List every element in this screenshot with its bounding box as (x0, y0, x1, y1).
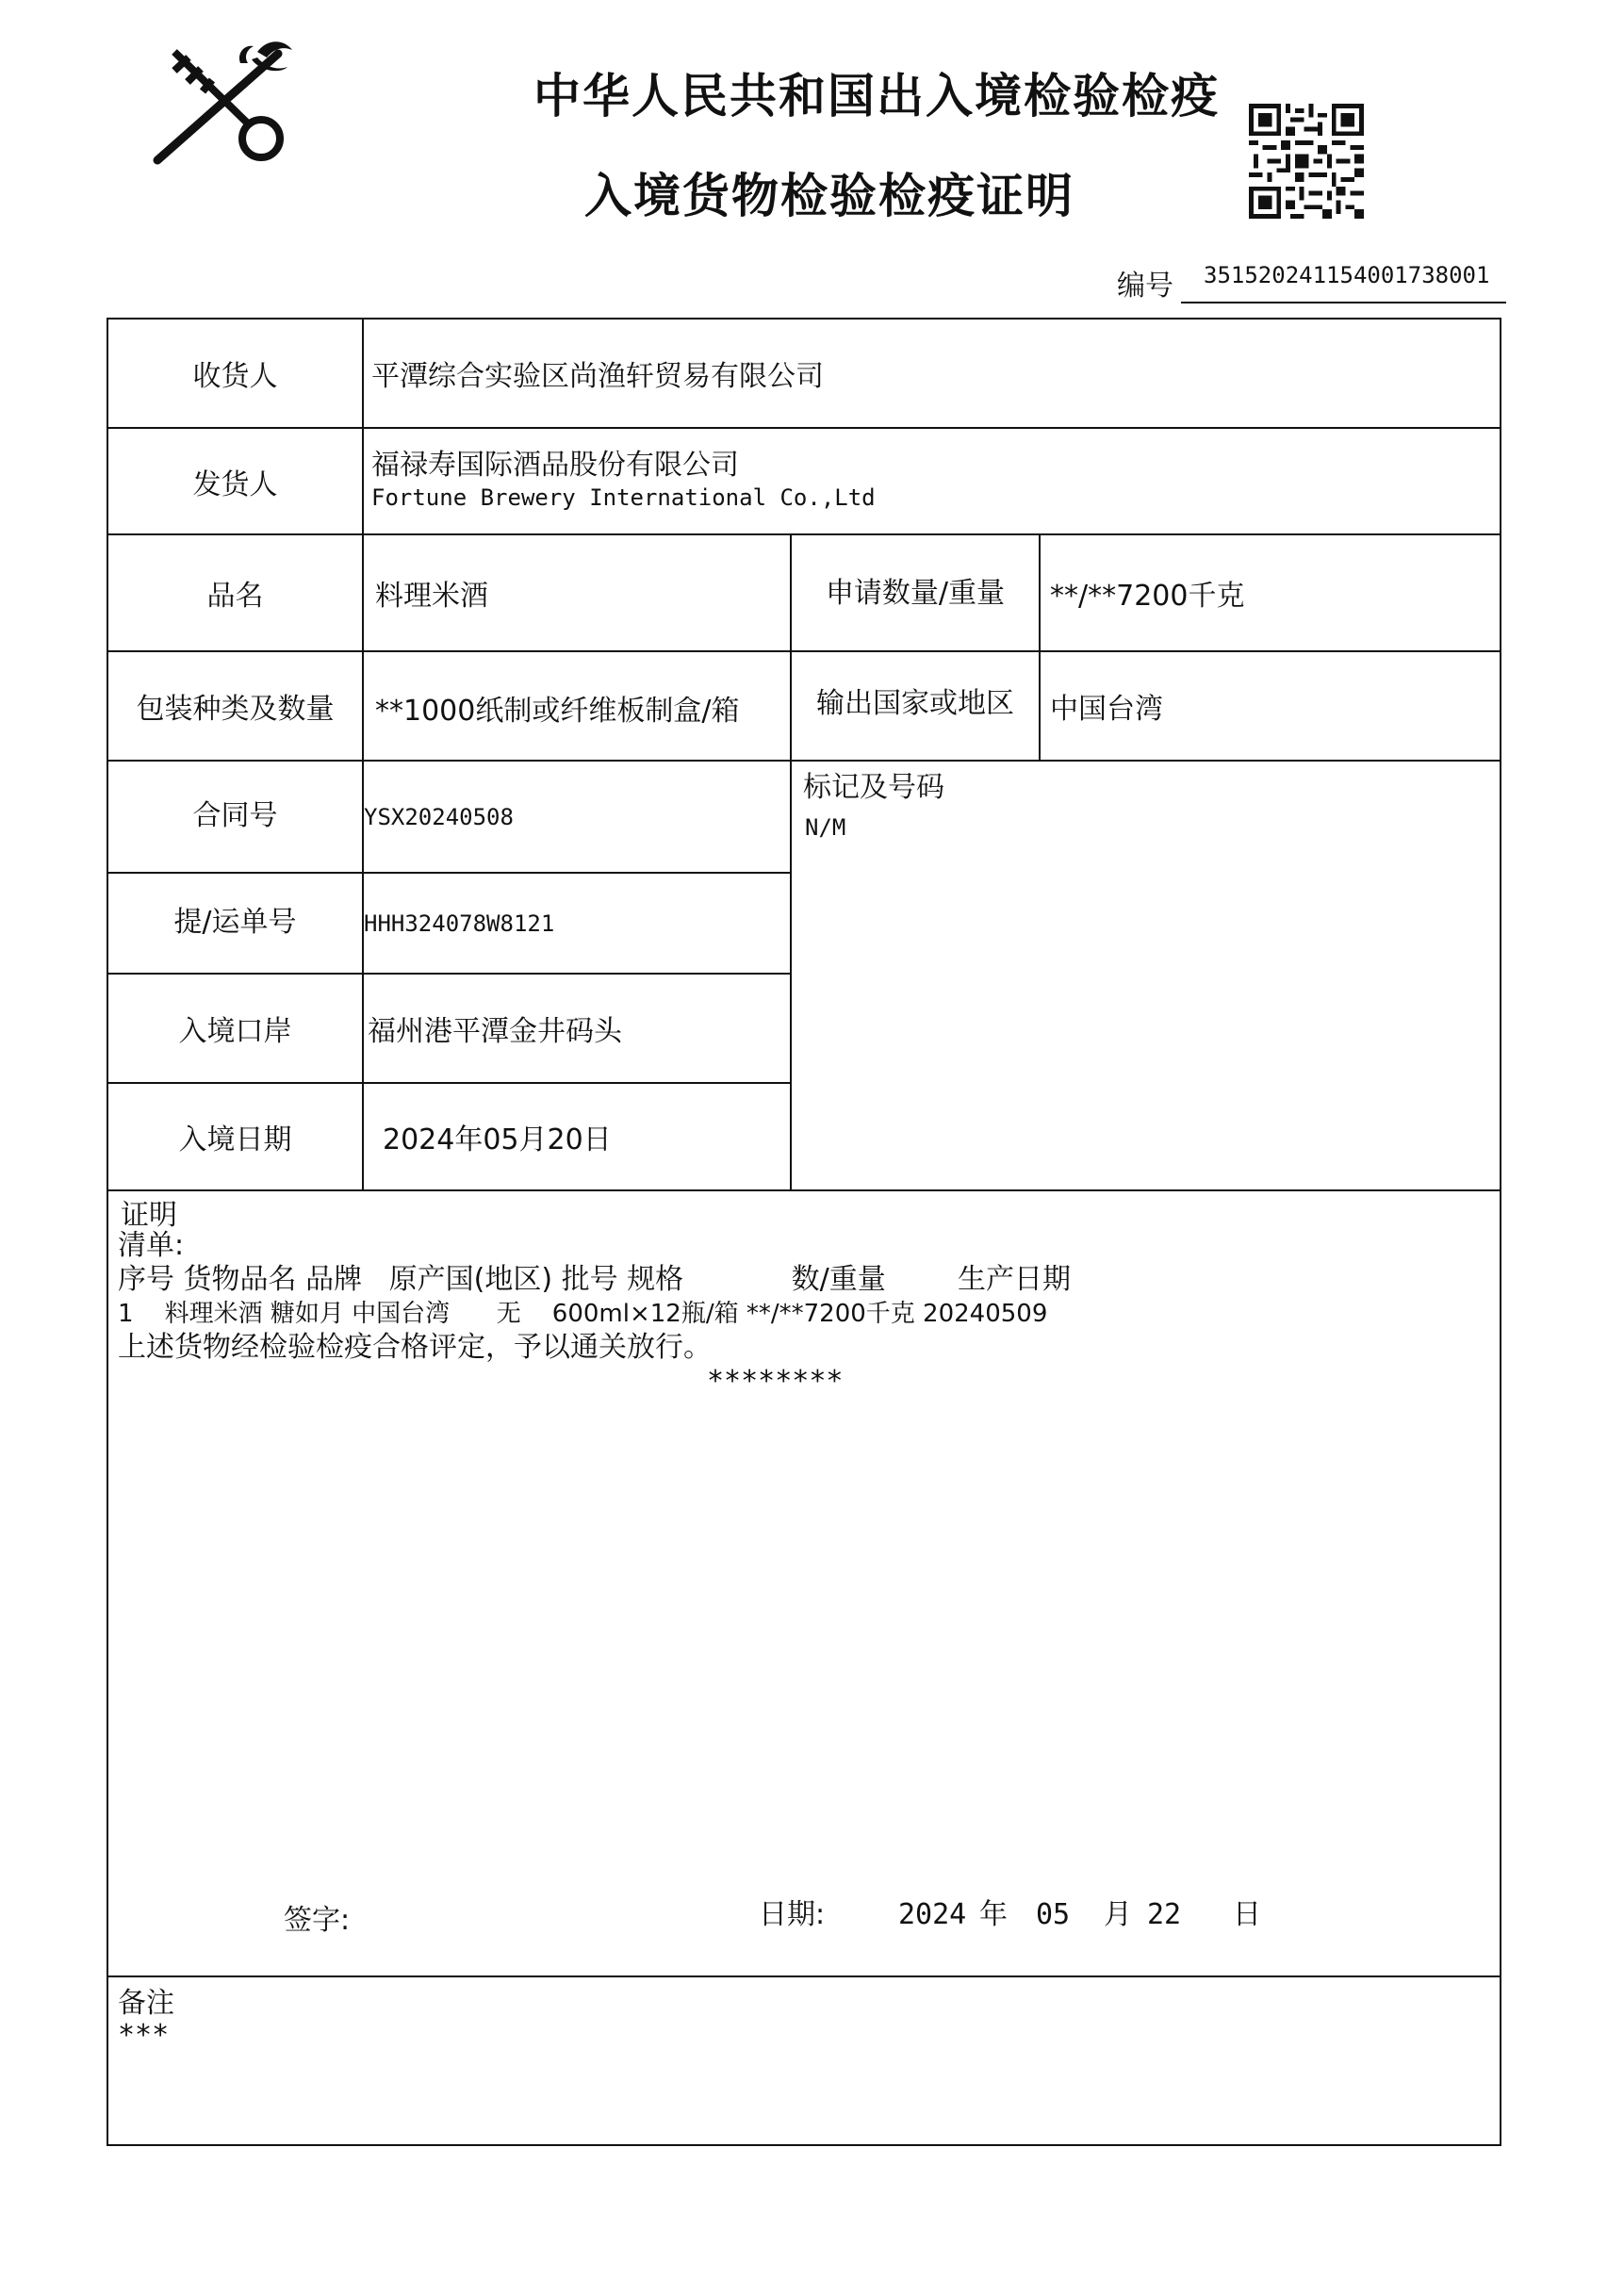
marks-value: N/M (805, 814, 846, 841)
issue-date-label: 日期: (759, 1898, 826, 1931)
issue-date-year: 2024 (898, 1898, 967, 1931)
qr-code-icon (1249, 104, 1364, 219)
origin-country-label: 输出国家或地区 (816, 687, 1014, 720)
package-value: **1000纸制或纤维板制盒/箱 (375, 695, 740, 728)
goods-list-label: 清单: (118, 1229, 185, 1262)
entry-date-label: 入境日期 (178, 1123, 292, 1156)
consignor-value-en: Fortune Brewery International Co.,Ltd (371, 484, 876, 511)
consignee-value: 平潭综合实验区尚渔轩贸易有限公司 (371, 360, 824, 393)
column-divider (1039, 533, 1041, 761)
product-name-value: 料理米酒 (375, 580, 488, 613)
entry-port-value: 福州港平潭金井码头 (368, 1015, 622, 1048)
entry-date-value: 2024年05月20日 (383, 1123, 612, 1156)
table-border-bottom (107, 2144, 1501, 2146)
table-border-right (1500, 318, 1501, 2146)
issue-date-day-unit: 日 (1233, 1898, 1261, 1931)
contract-number-label: 合同号 (192, 798, 278, 832)
bill-of-lading-value: HHH324078W8121 (364, 910, 555, 937)
issue-date-year-unit: 年 (979, 1898, 1008, 1931)
consignee-label: 收货人 (192, 360, 278, 393)
inspection-form-table (107, 318, 1501, 2146)
issue-date-day: 22 (1147, 1898, 1182, 1931)
issue-date-month-unit: 月 (1104, 1898, 1132, 1931)
row-divider (107, 1189, 1501, 1191)
origin-country-value: 中国台湾 (1050, 693, 1163, 726)
row-divider (107, 1975, 1501, 1977)
signature-label: 签字: (284, 1904, 351, 1937)
quantity-value: **/**7200千克 (1050, 580, 1245, 613)
document-title-line2: 入境货物检验检疫证明 (584, 169, 1074, 223)
package-label: 包装种类及数量 (136, 693, 335, 726)
certificate-number-label: 编号 (1117, 270, 1173, 303)
marks-label: 标记及号码 (803, 771, 944, 804)
remarks-value: *** (118, 2019, 170, 2052)
certificate-number-value: 351520241154001738001 (1181, 260, 1506, 303)
consignor-label: 发货人 (192, 467, 278, 501)
bill-of-lading-label: 提/运单号 (173, 905, 297, 939)
certificate-heading: 证明 (121, 1199, 177, 1232)
certificate-end-mark: ******** (707, 1365, 844, 1398)
certificate-statement: 上述货物经检验检疫合格评定，予以通关放行。 (118, 1331, 712, 1364)
contract-number-value: YSX20240508 (364, 803, 514, 830)
entry-port-label: 入境口岸 (178, 1015, 292, 1048)
column-divider (362, 318, 364, 1190)
document-title-line1: 中华人民共和国出入境检验检疫 (533, 69, 1220, 123)
goods-list-item-row: 1 料理米酒 糖如月 中国台湾 无 600ml×12瓶/箱 **/**7200千克 20240509 (118, 1300, 1048, 1328)
product-name-label: 品名 (206, 580, 264, 613)
consignor-value-cn: 福禄寿国际酒品股份有限公司 (371, 449, 739, 482)
issue-date-month: 05 (1036, 1898, 1071, 1931)
customs-emblem-icon (146, 33, 297, 170)
remarks-label: 备注 (118, 1987, 174, 2020)
goods-list-columns: 序号 货物品名 品牌 原产国(地区) 批号 规格 数/重量 生产日期 (118, 1263, 1071, 1296)
quantity-label: 申请数量/重量 (825, 577, 1006, 610)
